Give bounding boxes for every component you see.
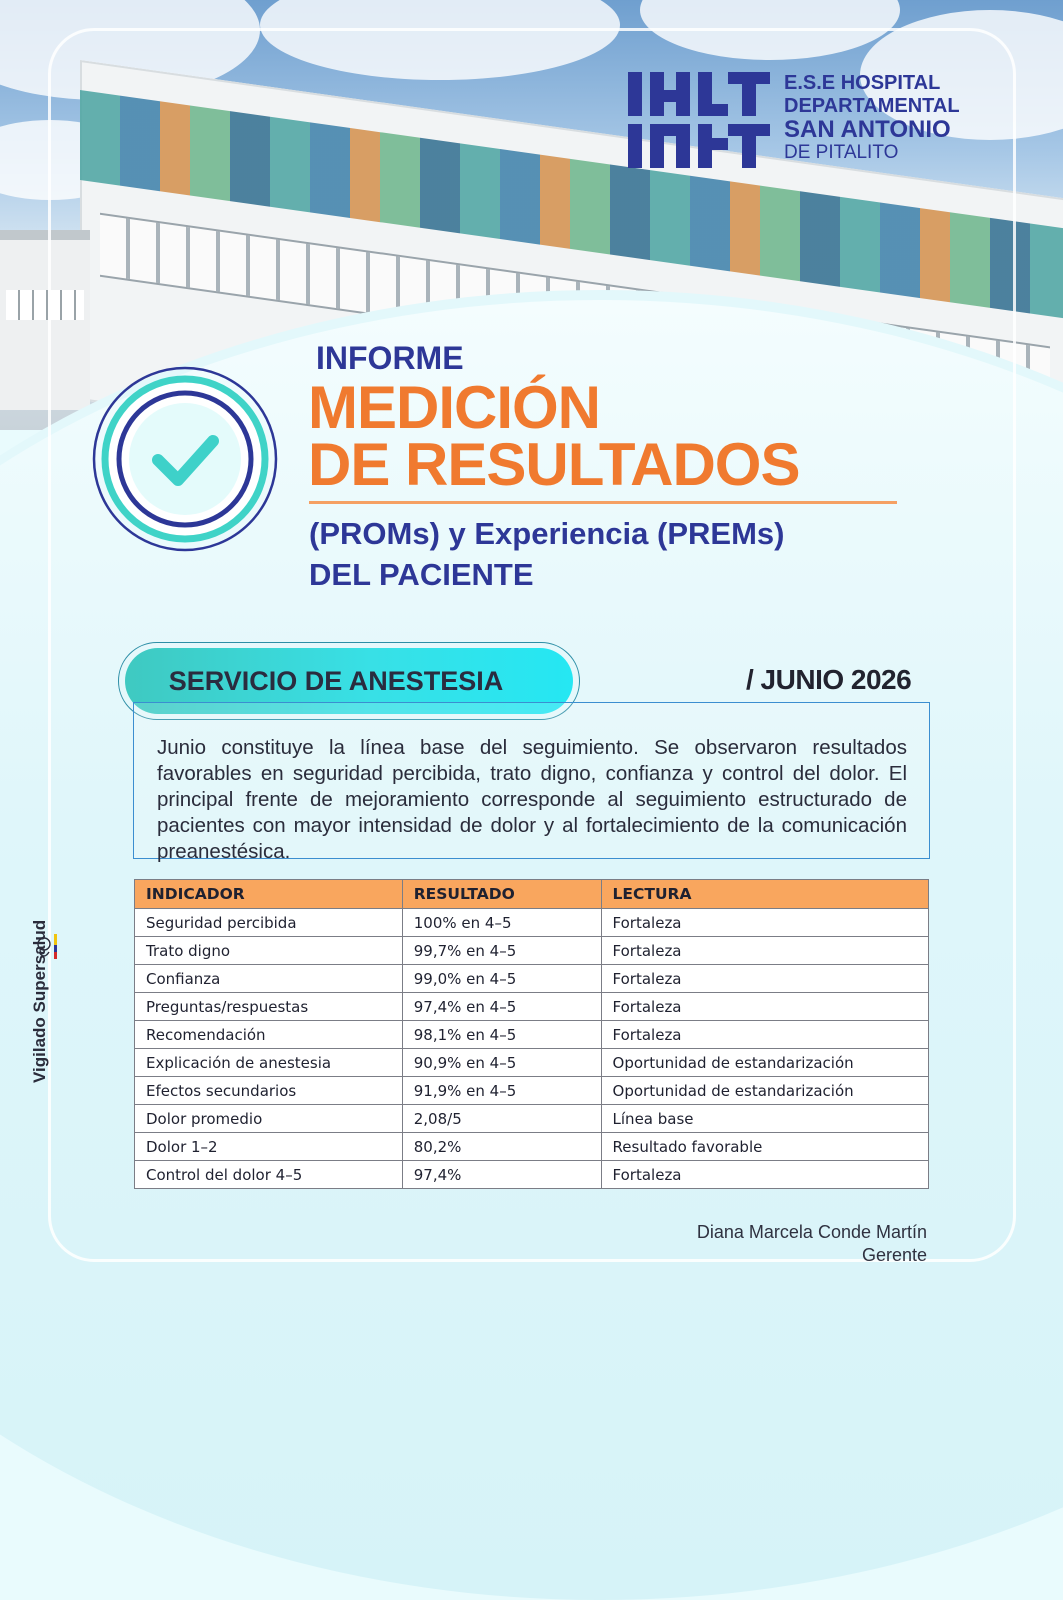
report-label: INFORME xyxy=(316,340,464,376)
cell-resultado: 99,0% en 4–5 xyxy=(402,965,601,993)
report-subtitle-line2: DEL PACIENTE xyxy=(309,557,534,592)
signatory-role: Gerente xyxy=(861,1245,927,1265)
cell-indicador: Dolor 1–2 xyxy=(135,1133,403,1161)
summary-text: Junio constituye la línea base del seguimiento. Se observaron resultados favorables en seguridad percibida, trato digno, confianza y control del dolor. El principal frente de mejoramiento corresponde al seguimiento estructurado de pacientes con mayor intensidad de dolor y al fortalecimiento de la comunicación preanestésica. xyxy=(157,736,907,863)
cell-lectura: Fortaleza xyxy=(601,1021,928,1049)
cell-indicador: Control del dolor 4–5 xyxy=(135,1161,403,1189)
table-row xyxy=(135,1021,929,1049)
table-row xyxy=(135,1133,929,1161)
hospital-name-line1: E.S.E HOSPITAL xyxy=(784,72,941,94)
cell-lectura: Fortaleza xyxy=(601,965,928,993)
cell-lectura: Resultado favorable xyxy=(601,1133,928,1161)
cell-resultado: 98,1% en 4–5 xyxy=(402,1021,601,1049)
table-row xyxy=(135,1105,929,1133)
table-row xyxy=(135,1049,929,1077)
cell-indicador: Dolor promedio xyxy=(135,1105,403,1133)
cell-indicador: Explicación de anestesia xyxy=(135,1049,403,1077)
report-title-line1: MEDICIÓN xyxy=(308,374,600,441)
vigilado-supersalud-label: Vigilado Supersalud xyxy=(30,919,49,1083)
table-row xyxy=(135,1161,929,1189)
cell-resultado: 97,4% en 4–5 xyxy=(402,993,601,1021)
column-header-indicador: INDICADOR xyxy=(135,880,403,909)
cell-resultado: 99,7% en 4–5 xyxy=(402,937,601,965)
report-subtitle: (PROMs) y Experiencia (PREMs) xyxy=(309,516,785,551)
column-header-lectura: LECTURA xyxy=(601,880,928,909)
table-row xyxy=(135,965,929,993)
cell-lectura: Línea base xyxy=(601,1105,928,1133)
check-badge-icon xyxy=(92,366,278,552)
cell-resultado: 2,08/5 xyxy=(402,1105,601,1133)
cell-indicador: Confianza xyxy=(135,965,403,993)
hospital-logo-icon xyxy=(628,72,770,168)
indicators-table xyxy=(134,879,929,1189)
cell-resultado: 91,9% en 4–5 xyxy=(402,1077,601,1105)
hospital-logo xyxy=(628,72,988,172)
cell-indicador: Preguntas/respuestas xyxy=(135,993,403,1021)
column-header-resultado: RESULTADO xyxy=(402,880,601,909)
cell-lectura: Fortaleza xyxy=(601,937,928,965)
cell-lectura: Oportunidad de estandarización xyxy=(601,1077,928,1105)
cell-lectura: Fortaleza xyxy=(601,909,928,937)
summary-box xyxy=(133,702,930,863)
building-left-wing xyxy=(0,230,90,410)
cell-indicador: Trato digno xyxy=(135,937,403,965)
service-name: SERVICIO DE ANESTESIA xyxy=(168,665,504,696)
cell-indicador: Recomendación xyxy=(135,1021,403,1049)
table-row xyxy=(135,1077,929,1105)
table-row xyxy=(135,937,929,965)
cell-resultado: 100% en 4–5 xyxy=(402,909,601,937)
table-header-row xyxy=(135,880,929,909)
hospital-name-line3: SAN ANTONIO xyxy=(784,116,951,143)
report-title-line2: DE RESULTADOS xyxy=(308,431,800,498)
hospital-name-line2: DEPARTAMENTAL xyxy=(784,95,960,117)
cell-indicador: Seguridad percibida xyxy=(135,909,403,937)
hospital-name-line4: DE PITALITO xyxy=(784,142,899,163)
cell-resultado: 97,4% xyxy=(402,1161,601,1189)
cell-resultado: 80,2% xyxy=(402,1133,601,1161)
table-row xyxy=(135,909,929,937)
cell-lectura: Fortaleza xyxy=(601,993,928,1021)
cell-lectura: Oportunidad de estandarización xyxy=(601,1049,928,1077)
signatory-name: Diana Marcela Conde Martín xyxy=(696,1222,927,1242)
title-divider xyxy=(309,501,897,504)
cell-indicador: Efectos secundarios xyxy=(135,1077,403,1105)
report-date: / JUNIO 2026 xyxy=(746,664,912,695)
cell-lectura: Fortaleza xyxy=(601,1161,928,1189)
table-row xyxy=(135,993,929,1021)
cell-resultado: 90,9% en 4–5 xyxy=(402,1049,601,1077)
